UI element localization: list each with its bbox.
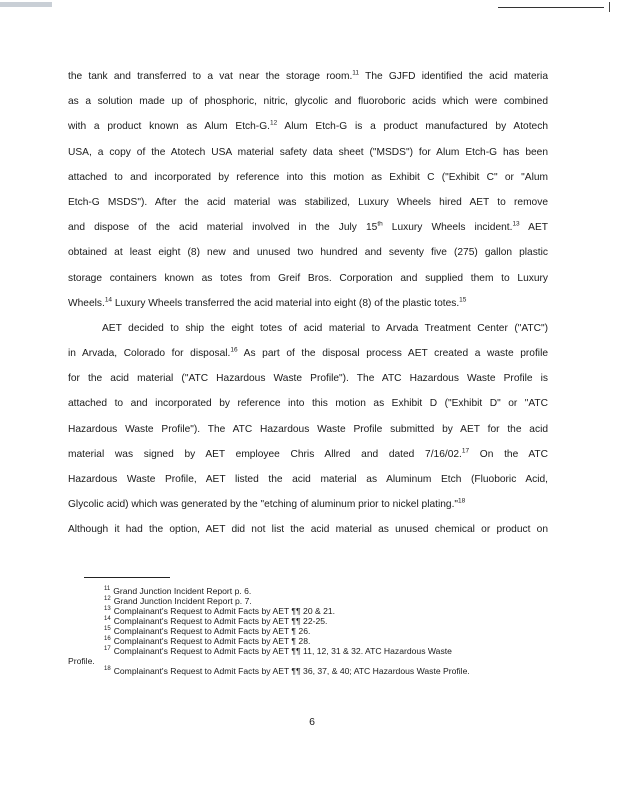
footnote-number: 16 bbox=[104, 636, 111, 643]
footnote-ref[interactable]: 18 bbox=[458, 497, 466, 505]
header-rule bbox=[498, 7, 604, 8]
footnote: $^{18}$ Complainant's Request to Admit Facts by AET ¶¶ 36, 37, & 40; ATC Hazardous Waste Profile. bbox=[104, 666, 470, 676]
body-line: Etch-G MSDS"). After the acid material was stabilized, Luxury Wheels hired AET to remove bbox=[68, 196, 548, 208]
scan-artifact bbox=[0, 2, 52, 7]
body-line: with a product known as Alum Etch-G.$^{12}$ Alum Etch-G is a product manufactured by Atotech bbox=[68, 119, 548, 133]
body-line: USA, a copy of the Atotech USA material safety data sheet ("MSDS") for Alum Etch-G has been bbox=[68, 146, 548, 158]
body-line: material was signed by AET employee Chris Allred and dated 7/16/02.17 On the ATC bbox=[68, 447, 548, 460]
body-line: Wheels.$^{14}$ Luxury Wheels transferred the acid material into eight (8) of the plastic totes.$^{15}$ bbox=[68, 296, 467, 309]
footnote-ref[interactable]: 16 bbox=[230, 346, 238, 354]
footnote-number: 11 bbox=[104, 586, 111, 593]
footnote-ref[interactable]: 13 bbox=[512, 220, 520, 228]
footnote: $^{11}$ Grand Junction Incident Report p. 6. bbox=[104, 586, 252, 596]
footnote-number: 12 bbox=[104, 596, 111, 603]
footnote: $^{12}$ Grand Junction Incident Report p. 7. bbox=[104, 596, 252, 606]
footnote-ref[interactable]: 17 bbox=[461, 447, 470, 455]
footnote-number: 13 bbox=[104, 606, 111, 613]
body-line: and dispose of the acid material involved in the July 15th Luxury Wheels incident.$^{13}$ AET bbox=[68, 220, 548, 234]
body-line: as a solution made up of phosphoric, nitric, glycolic and fluoroboric acids which were combined bbox=[68, 96, 548, 108]
body-line: attached to and incorporated by reference into this motion as Exhibit C ("Exhibit C" or "Alum bbox=[68, 171, 548, 183]
footnote-separator bbox=[84, 577, 170, 578]
footnote: $^{15}$ Complainant's Request to Admit Facts by AET ¶ 26. bbox=[104, 626, 311, 636]
body-line: the tank and transferred to a vat near the storage room.$^{11}$ The GJFD identified the acid materia bbox=[68, 69, 548, 82]
footnote-ref[interactable]: 14 bbox=[104, 296, 113, 304]
body-text bbox=[68, 64, 548, 543]
footnote-number: 18 bbox=[104, 666, 111, 673]
body-line: storage containers known as totes from Greif Bros. Corporation and supplied them to Luxury bbox=[68, 272, 548, 284]
body-line: obtained at least eight (8) new and unused two hundred and seventy five (275) gallon plastic bbox=[68, 247, 548, 259]
body-line: Glycolic acid) which was generated by the "etching of aluminum prior to nickel plating."$^{18}$ bbox=[68, 497, 466, 511]
footnote-number: 15 bbox=[104, 626, 111, 633]
footnotes bbox=[68, 586, 548, 676]
footnote-ref[interactable]: 11 bbox=[352, 69, 360, 77]
footnote-ref[interactable]: 12 bbox=[269, 119, 278, 127]
body-line: for the acid material ("ATC Hazardous Waste Profile"). The ATC Hazardous Waste Profile is bbox=[68, 373, 548, 385]
footnote: $^{14}$ Complainant's Request to Admit Facts by AET ¶¶ 22-25. bbox=[104, 616, 328, 626]
footnote: $^{13}$ Complainant's Request to Admit Facts by AET ¶¶ 20 & 21. bbox=[104, 606, 336, 616]
body-line: in Arvada, Colorado for disposal.$^{16}$ As part of the disposal process AET created a waste profile bbox=[68, 346, 548, 360]
scan-edge-mark bbox=[609, 2, 610, 12]
body-line: Hazardous Waste Profile, AET listed the acid material as Aluminum Etch (Fluoboric Acid, bbox=[68, 474, 548, 485]
body-line: AET decided to ship the eight totes of acid material to Arvada Treatment Center ("ATC") bbox=[102, 322, 548, 334]
body-line: Hazardous Waste Profile"). The ATC Hazardous Waste Profile submitted by AET for the acid bbox=[68, 423, 548, 435]
footnote-continuation: Profile. bbox=[68, 656, 95, 666]
footnote-ref[interactable]: 15 bbox=[459, 296, 467, 304]
body-line: Although it had the option, AET did not list the acid material as unused chemical or product on bbox=[68, 524, 548, 536]
page-number: 6 bbox=[309, 716, 315, 728]
footnote-number: 14 bbox=[104, 616, 111, 623]
footnote-number: 17 bbox=[104, 646, 111, 653]
footnote: $^{16}$ Complainant's Request to Admit Facts by AET ¶ 28. bbox=[104, 636, 311, 646]
footnote: $^{17}$ Complainant's Request to Admit Facts by AET ¶¶ 11, 12, 31 & 32. ATC Hazardous Waste bbox=[104, 646, 452, 656]
body-line: attached to and incorporated by reference into this motion as Exhibit D ("Exhibit D" or "ATC bbox=[68, 398, 548, 410]
ordinal-suffix: th bbox=[377, 220, 383, 228]
